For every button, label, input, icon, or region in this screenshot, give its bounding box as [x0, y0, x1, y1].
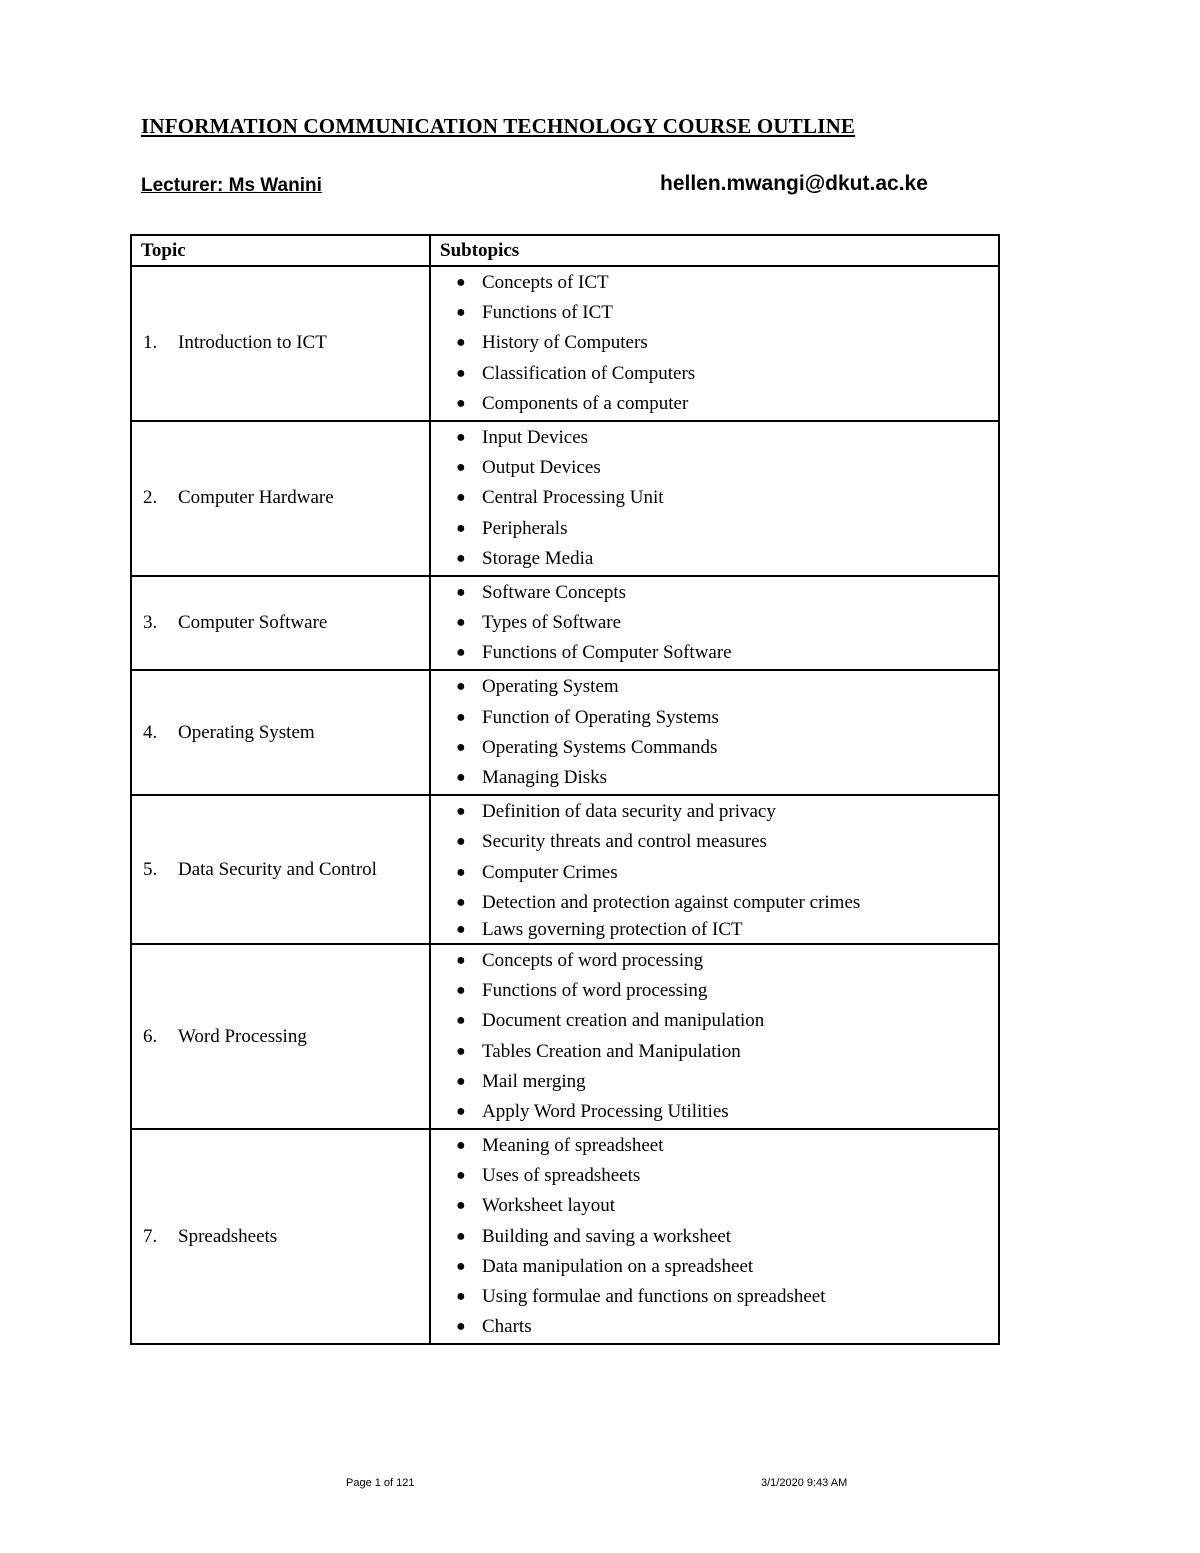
subtopic-text: Detection and protection against computer crimes	[482, 891, 861, 913]
bullet-icon: ●	[456, 769, 466, 786]
list-item	[431, 1037, 998, 1067]
bullet-icon: ●	[456, 394, 466, 412]
list-item	[431, 359, 998, 389]
subtopic-text: Managing Disks	[482, 767, 608, 788]
subtopic-text: Mail merging	[482, 1070, 586, 1092]
list-item	[431, 672, 998, 702]
bullet-icon: ●	[456, 708, 466, 726]
subtopic-text: Functions of word processing	[482, 980, 708, 1002]
subtopic-text: Using formulae and functions on spreadsheet	[482, 1286, 826, 1307]
subtopic-text: Concepts of ICT	[482, 272, 609, 293]
topic-label: Computer Software	[178, 612, 328, 634]
list-item	[431, 1131, 998, 1161]
bullet-icon: ●	[456, 1012, 466, 1030]
subtopic-text: Definition of data security and privacy	[482, 801, 776, 823]
topic-cell	[131, 266, 430, 421]
list-item	[431, 298, 998, 328]
table-row	[131, 670, 999, 795]
bullet-icon: ●	[456, 459, 466, 477]
bullet-icon: ●	[456, 1167, 466, 1185]
subtopic-text: Types of Software	[482, 612, 622, 634]
list-item	[431, 888, 998, 918]
subtopic-text: Worksheet layout	[482, 1195, 616, 1217]
list-item	[431, 328, 998, 358]
bullet-icon: ●	[456, 863, 466, 881]
bullet-icon: ●	[456, 1257, 466, 1275]
bullet-icon: ●	[456, 1102, 466, 1120]
print-date: 3/1/2020 9:43 AM	[761, 1477, 848, 1489]
topic-cell	[131, 670, 430, 795]
list-item	[431, 1191, 998, 1221]
subtopic-text: Storage Media	[482, 547, 594, 569]
list-item	[431, 918, 998, 942]
course-outline-table	[130, 234, 1000, 1345]
subtopic-text: Laws governing protection of ICT	[482, 918, 743, 940]
list-item	[431, 608, 998, 638]
topic-label: Spreadsheets	[178, 1225, 278, 1247]
subtopic-text: Document creation and manipulation	[482, 1010, 765, 1032]
list-item	[431, 1222, 998, 1252]
topic-number: 3.	[143, 612, 158, 634]
list-item	[431, 733, 998, 763]
list-item	[431, 1161, 998, 1191]
list-item	[431, 578, 998, 608]
topic-label: Word Processing	[178, 1025, 307, 1047]
bullet-icon: ●	[456, 1197, 466, 1215]
subtopics-cell	[430, 266, 999, 421]
subtopic-text: Central Processing Unit	[482, 487, 664, 509]
topic-label: Data Security and Control	[178, 858, 377, 880]
subtopic-text: Tables Creation and Manipulation	[482, 1040, 741, 1062]
topic-label: Operating System	[178, 721, 315, 743]
bullet-icon: ●	[456, 803, 466, 821]
bullet-icon: ●	[456, 549, 466, 567]
bullet-icon: ●	[456, 428, 466, 446]
bullet-icon: ●	[456, 833, 466, 851]
page-number: Page 1 of 121	[346, 1477, 415, 1489]
bullet-icon: ●	[456, 334, 466, 352]
bullet-icon: ●	[456, 1042, 466, 1060]
bullet-icon: ●	[456, 920, 466, 938]
list-item	[431, 423, 998, 453]
bullet-icon: ●	[456, 1227, 466, 1245]
bullet-icon: ●	[456, 951, 466, 969]
subtopic-text: Computer Crimes	[482, 861, 618, 883]
list-item	[431, 797, 998, 827]
bullet-icon: ●	[456, 644, 466, 662]
list-item	[431, 1282, 998, 1312]
subtopics-cell	[430, 670, 999, 795]
list-item	[431, 703, 998, 733]
bullet-icon: ●	[456, 614, 466, 632]
document-title: INFORMATION COMMUNICATION TECHNOLOGY COURSE OUTLINE	[141, 114, 856, 138]
table-header-row	[131, 235, 999, 266]
bullet-icon: ●	[456, 1072, 466, 1090]
topic-number: 7.	[143, 1225, 158, 1247]
list-item	[431, 763, 998, 793]
table-row	[131, 944, 999, 1129]
list-item	[431, 1312, 998, 1342]
topic-number: 2.	[143, 487, 158, 509]
subtopic-text: Data manipulation on a spreadsheet	[482, 1255, 754, 1277]
list-item	[431, 827, 998, 857]
subtopics-cell	[430, 421, 999, 576]
subtopics-cell	[430, 944, 999, 1129]
list-item	[431, 514, 998, 544]
bullet-icon: ●	[456, 274, 466, 291]
list-item	[431, 976, 998, 1006]
subtopic-text: Security threats and control measures	[482, 831, 767, 853]
topic-cell	[131, 1129, 430, 1344]
table-row	[131, 795, 999, 944]
topic-number: 6.	[143, 1025, 158, 1047]
topic-number: 5.	[143, 858, 158, 880]
bullet-icon: ●	[456, 678, 466, 696]
subtopic-text: Functions of ICT	[482, 302, 613, 324]
table-row	[131, 266, 999, 421]
bullet-icon: ●	[456, 304, 466, 322]
subtopic-text: Functions of Computer Software	[482, 642, 732, 664]
subtopic-text: Operating Systems Commands	[482, 736, 718, 758]
subtopic-text: Building and saving a worksheet	[482, 1225, 732, 1247]
bullet-icon: ●	[456, 583, 466, 601]
topic-cell	[131, 795, 430, 944]
list-item	[431, 858, 998, 888]
topic-number: 4.	[143, 721, 158, 743]
bullet-icon: ●	[456, 982, 466, 1000]
bullet-icon: ●	[456, 1318, 466, 1336]
subtopic-text: Classification of Computers	[482, 362, 696, 384]
lecturer-email: hellen.mwangi@dkut.ac.ke	[660, 172, 928, 195]
subtopic-text: Charts	[482, 1316, 532, 1338]
list-item	[431, 1097, 998, 1127]
subtopic-text: Operating System	[482, 676, 619, 698]
column-header-topic: Topic	[131, 235, 430, 266]
bullet-icon: ●	[456, 893, 466, 911]
subtopic-text: History of Computers	[482, 332, 648, 354]
topic-cell	[131, 421, 430, 576]
topic-cell	[131, 944, 430, 1129]
bullet-icon: ●	[456, 1137, 466, 1155]
list-item	[431, 453, 998, 483]
topic-number: 1.	[143, 332, 158, 354]
bullet-icon: ●	[456, 364, 466, 382]
subtopic-text: Software Concepts	[482, 581, 627, 603]
subtopic-text: Output Devices	[482, 457, 601, 479]
subtopic-text: Meaning of spreadsheet	[482, 1135, 664, 1157]
bullet-icon: ●	[456, 489, 466, 507]
subtopics-cell	[430, 576, 999, 671]
subtopic-text: Peripherals	[482, 517, 568, 539]
bullet-icon: ●	[456, 1288, 466, 1305]
subtopic-text: Concepts of word processing	[482, 949, 704, 971]
list-item	[431, 946, 998, 976]
subtopic-text: Apply Word Processing Utilities	[482, 1100, 729, 1122]
subtopic-text: Function of Operating Systems	[482, 706, 719, 728]
subtopic-text: Input Devices	[482, 426, 589, 448]
table-row	[131, 421, 999, 576]
lecturer-name: Lecturer: Ms Wanini	[141, 175, 322, 196]
list-item	[431, 268, 998, 298]
list-item	[431, 389, 998, 419]
table-row	[131, 1129, 999, 1344]
list-item	[431, 1006, 998, 1036]
list-item	[431, 1252, 998, 1282]
list-item	[431, 1067, 998, 1097]
topic-label: Introduction to ICT	[178, 332, 327, 354]
subtopics-cell	[430, 1129, 999, 1344]
list-item	[431, 483, 998, 513]
topic-label: Computer Hardware	[178, 487, 334, 509]
bullet-icon: ●	[456, 519, 466, 537]
subtopic-text: Uses of spreadsheets	[482, 1165, 641, 1187]
subtopic-text: Components of a computer	[482, 392, 689, 414]
subtopics-cell	[430, 795, 999, 944]
bullet-icon: ●	[456, 738, 466, 756]
topic-cell	[131, 576, 430, 671]
table-row	[131, 576, 999, 671]
list-item	[431, 544, 998, 574]
list-item	[431, 638, 998, 668]
column-header-subtopics: Subtopics	[430, 235, 999, 266]
